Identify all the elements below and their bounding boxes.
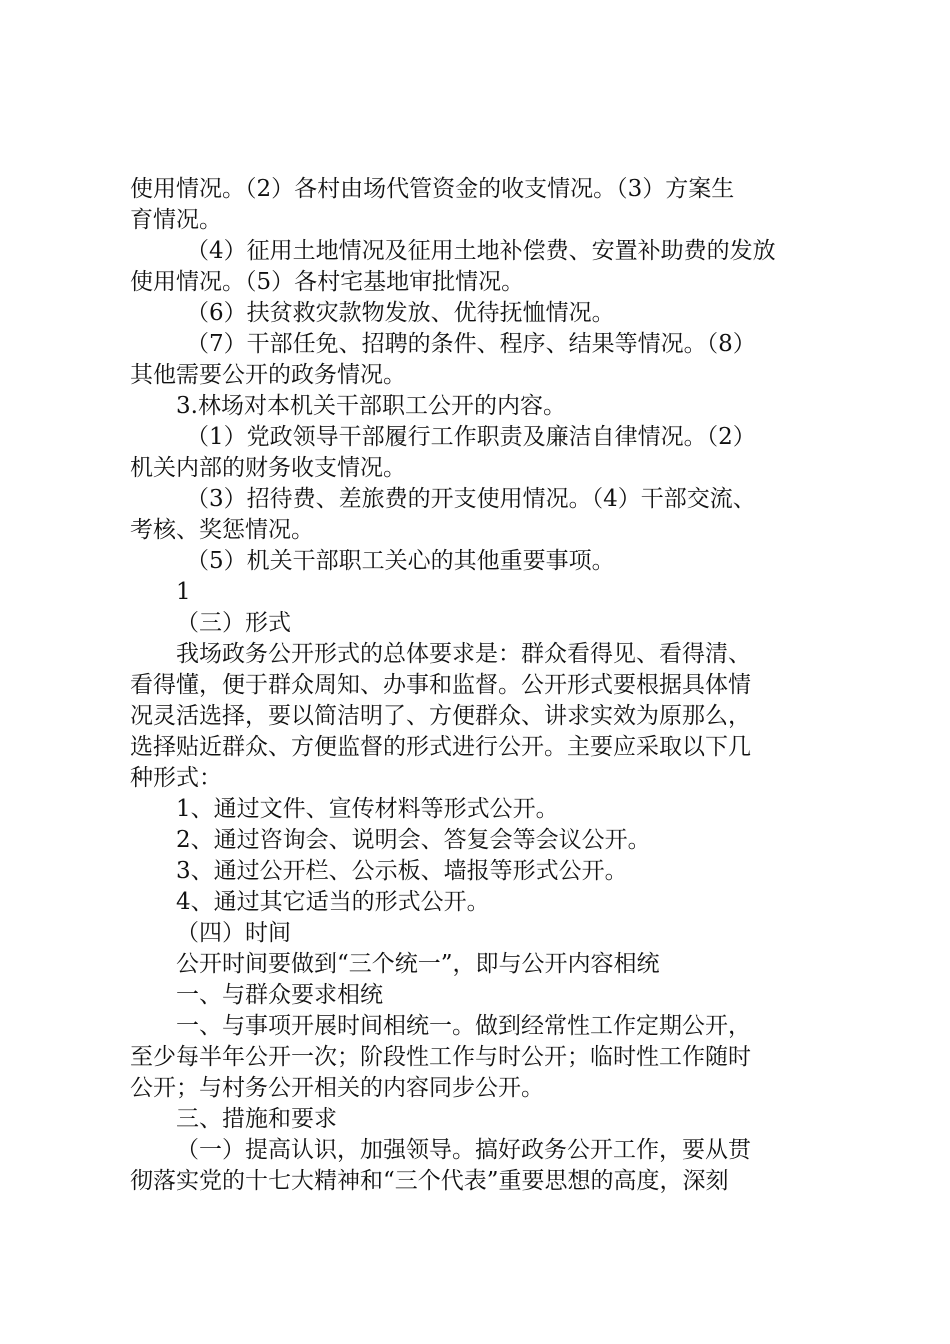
text-line-12: 考核、奖惩情况。 xyxy=(130,517,314,543)
text-line-9: （1）党政领导干部履行工作职责及廉洁自律情况。（2） xyxy=(186,424,756,450)
section-heading-time: （四）时间 xyxy=(176,920,291,946)
text-line-11: （3）招待费、差旅费的开支使用情况。（4）干部交流、 xyxy=(186,486,756,512)
text-line-10: 机关内部的财务收支情况。 xyxy=(130,455,406,481)
text-line-5: （6）扶贫救灾款物发放、优待抚恤情况。 xyxy=(186,300,615,326)
text-line-32: （一）提高认识，加强领导。搞好政务公开工作，要从贯 xyxy=(176,1137,751,1163)
text-line-33: 彻落实党的十七大精神和“三个代表”重要思想的高度，深刻 xyxy=(130,1168,729,1194)
text-line-28: 一、与事项开展时间相统一。做到经常性工作定期公开， xyxy=(176,1013,751,1039)
section-heading-measures: 三、措施和要求 xyxy=(176,1106,337,1132)
text-line-21: 1、通过文件、宣传材料等形式公开。 xyxy=(176,796,559,822)
section-heading-form: （三）形式 xyxy=(176,610,291,636)
text-line-6: （7）干部任免、招聘的条件、程序、结果等情况。（8） xyxy=(186,331,756,357)
text-line-8: 3.林场对本机关干部职工公开的内容。 xyxy=(176,393,566,419)
text-line-27: 一、与群众要求相统 xyxy=(176,982,383,1008)
text-line-22: 2、通过咨询会、说明会、答复会等会议公开。 xyxy=(176,827,651,853)
text-line-26: 公开时间要做到“三个统一”，即与公开内容相统 xyxy=(176,951,660,977)
text-line-13: （5）机关干部职工关心的其他重要事项。 xyxy=(186,548,615,574)
text-line-17: 看得懂，便于群众周知、办事和监督。公开形式要根据具体情 xyxy=(130,672,751,698)
text-line-24: 4、通过其它适当的形式公开。 xyxy=(176,889,490,915)
text-line-7: 其他需要公开的政务情况。 xyxy=(130,362,406,388)
text-line-4: 使用情况。（5）各村宅基地审批情况。 xyxy=(130,269,525,295)
text-line-20: 种形式： xyxy=(130,765,222,791)
text-line-16: 我场政务公开形式的总体要求是：群众看得见、看得清、 xyxy=(176,641,751,667)
page-number: 1 xyxy=(176,579,191,605)
text-line-2: 育情况。 xyxy=(130,207,222,233)
text-line-3: （4）征用土地情况及征用土地补偿费、安置补助费的发放 xyxy=(186,238,776,264)
text-line-30: 公开；与村务公开相关的内容同步公开。 xyxy=(130,1075,544,1101)
text-line-29: 至少每半年公开一次；阶段性工作与时公开；临时性工作随时 xyxy=(130,1044,751,1070)
document-body xyxy=(130,174,830,1197)
text-line-18: 况灵活选择，要以简洁明了、方便群众、讲求实效为原那么， xyxy=(130,703,751,729)
text-line-19: 选择贴近群众、方便监督的形式进行公开。主要应采取以下几 xyxy=(130,734,751,760)
text-line-23: 3、通过公开栏、公示板、墙报等形式公开。 xyxy=(176,858,628,884)
text-line-1: 使用情况。（2）各村由场代管资金的收支情况。（3）方案生 xyxy=(130,176,735,202)
